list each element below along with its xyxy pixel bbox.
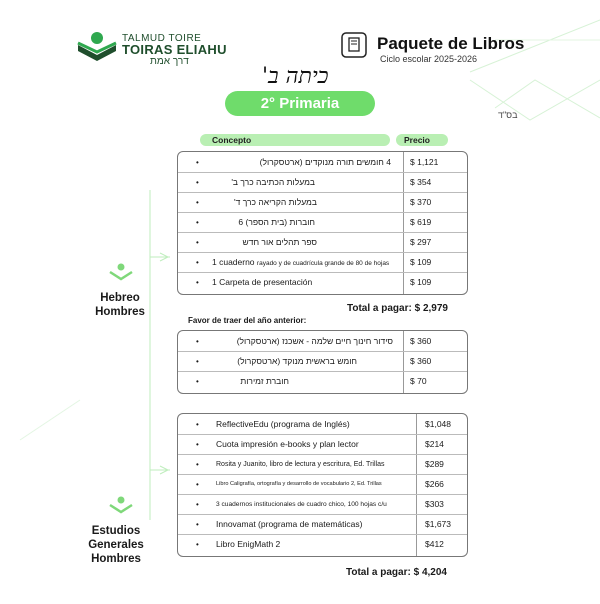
table-row: • Libro Caligrafía, ortografía y desarrollo de vocabulario 2, Ed. Trillas $266 xyxy=(178,474,467,495)
item-description-detail: rayado y de cuadrícula grande de 80 de hojas xyxy=(256,260,390,267)
general-label-line1: Estudios xyxy=(91,525,141,537)
total-value: $ 2,979 xyxy=(414,303,448,314)
hebrew-total xyxy=(347,303,448,314)
item-price: $266 xyxy=(425,479,444,489)
item-description: 3 cuadernos institucionales de cuadro chico, 100 hojas c/u xyxy=(216,500,387,508)
table-row: • Cuota impresión e-books y plan lector $214 xyxy=(178,434,467,455)
item-description: חוברת זמירות xyxy=(240,376,289,386)
school-logo-icon xyxy=(76,31,118,63)
total-label: Total a pagar: xyxy=(347,303,412,314)
bsd-mark: בס"ד xyxy=(498,110,518,120)
item-description: Innovamat (programa de matemáticas) xyxy=(216,519,363,529)
concept-column-header xyxy=(200,134,390,146)
table-row: • 3 cuadernos institucionales de cuadro chico, 100 hojas c/u $303 xyxy=(178,494,467,515)
table-row: • במעלות הכתיבה כרך ב' $ 354 xyxy=(178,172,467,193)
table-row: • 1 cuaderno rayado y de cuadrícula grande de 80 de hojas $ 109 xyxy=(178,252,467,273)
package-title: Paquete de Libros xyxy=(377,34,525,53)
general-section-label xyxy=(76,524,156,566)
hebrew-label-line2: Hombres xyxy=(95,306,145,318)
item-price: $ 297 xyxy=(410,237,432,247)
item-description: 4 חומשים תורה מנוקדים (ארטסקרול) xyxy=(259,157,391,167)
general-section-icon xyxy=(109,496,133,516)
general-label-line2: Generales xyxy=(88,539,144,551)
logo-line2: TOIRAS ELIAHU xyxy=(122,42,227,57)
item-price: $ 109 xyxy=(410,277,432,287)
item-description: 1 cuaderno xyxy=(212,257,255,267)
item-price: $ 360 xyxy=(410,336,432,346)
table-row: • Rosita y Juanito, libro de lectura y escritura, Ed. Trillas $289 xyxy=(178,454,467,475)
item-description: 1 Carpeta de presentación xyxy=(212,277,313,287)
item-price: $ 109 xyxy=(410,257,432,267)
general-items-table xyxy=(177,413,468,557)
grade-label: 2° Primaria xyxy=(225,91,375,116)
item-price: $1,048 xyxy=(425,419,451,429)
table-row: • Libro EnigMath 2 $412 xyxy=(196,539,444,549)
item-description: ReflectiveEdu (programa de Inglés) xyxy=(216,419,350,429)
previous-year-label: Favor de traer del año anterior: xyxy=(188,316,307,325)
table-row: • חוברות (בית הספר) 6 $ 619 xyxy=(178,212,467,233)
concept-header-label: Concepto xyxy=(212,135,252,145)
table-row: • Innovamat (programa de matemáticas) $1,673 xyxy=(178,514,467,535)
item-description: Libro EnigMath 2 xyxy=(216,539,281,549)
item-description: סידור חינוך חיים שלמה - אשכנז (ארטסקרול) xyxy=(236,336,393,346)
item-price: $412 xyxy=(425,539,444,549)
item-description: ספר תהלים אור חדש xyxy=(242,237,317,247)
item-price: $1,673 xyxy=(425,519,451,529)
item-price: $ 619 xyxy=(410,217,432,227)
logo-line3: דרך אמת xyxy=(150,56,189,67)
book-package-icon xyxy=(341,32,367,58)
general-label-line3: Hombres xyxy=(91,553,141,565)
price-column-header xyxy=(396,134,448,146)
item-description: Libro Caligrafía, ortografía y desarrollo de vocabulario 2, Ed. Trillas xyxy=(216,481,382,487)
table-row: • 1 Carpeta de presentación $ 109 xyxy=(196,277,432,287)
hebrew-section-label xyxy=(80,291,160,319)
package-subtitle: Ciclo escolar 2025-2026 xyxy=(380,54,478,64)
item-description: Rosita y Juanito, libro de lectura y escritura, Ed. Trillas xyxy=(216,460,385,468)
item-price: $289 xyxy=(425,459,444,469)
table-row: • חוברת זמירות $ 70 xyxy=(196,376,427,386)
total-label: Total a pagar: xyxy=(346,567,411,578)
item-price: $ 70 xyxy=(410,376,427,386)
price-header-label: Precio xyxy=(404,135,430,145)
item-description: במעלות הכתיבה כרך ב' xyxy=(231,177,315,187)
item-price: $ 1,121 xyxy=(410,157,439,167)
item-price: $214 xyxy=(425,439,444,449)
item-description: חומש בראשית מנוקד (ארטסקרול) xyxy=(237,356,357,366)
item-price: $ 354 xyxy=(410,177,432,187)
table-row: • 4 חומשים תורה מנוקדים (ארטסקרול) $ 1,121 xyxy=(178,152,467,173)
previous-items-table xyxy=(177,330,468,394)
total-value: $ 4,204 xyxy=(413,567,447,578)
hebrew-label-line1: Hebreo xyxy=(100,292,140,304)
logo-line1: TALMUD TOIRE xyxy=(122,33,202,44)
table-row: • חומש בראשית מנוקד (ארטסקרול) $ 360 xyxy=(178,351,467,372)
table-row: • ReflectiveEdu (programa de Inglés) $1,048 xyxy=(178,414,467,435)
grade-hebrew-title: כיתה ב' xyxy=(262,64,329,89)
item-description: במעלות הקריאה כרך ד' xyxy=(234,197,317,207)
table-row: • במעלות הקריאה כרך ד' $ 370 xyxy=(178,192,467,213)
item-description: Cuota impresión e-books y plan lector xyxy=(216,439,359,449)
item-price: $303 xyxy=(425,499,444,509)
item-price: $ 360 xyxy=(410,356,432,366)
general-total xyxy=(346,567,447,578)
hebrew-section-icon xyxy=(109,263,133,283)
item-price: $ 370 xyxy=(410,197,432,207)
table-row: • ספר תהלים אור חדש $ 297 xyxy=(178,232,467,253)
table-row: • סידור חינוך חיים שלמה - אשכנז (ארטסקרול) $ 360 xyxy=(178,331,467,352)
item-description: חוברות (בית הספר) 6 xyxy=(238,217,315,227)
hebrew-items-table xyxy=(177,151,468,295)
